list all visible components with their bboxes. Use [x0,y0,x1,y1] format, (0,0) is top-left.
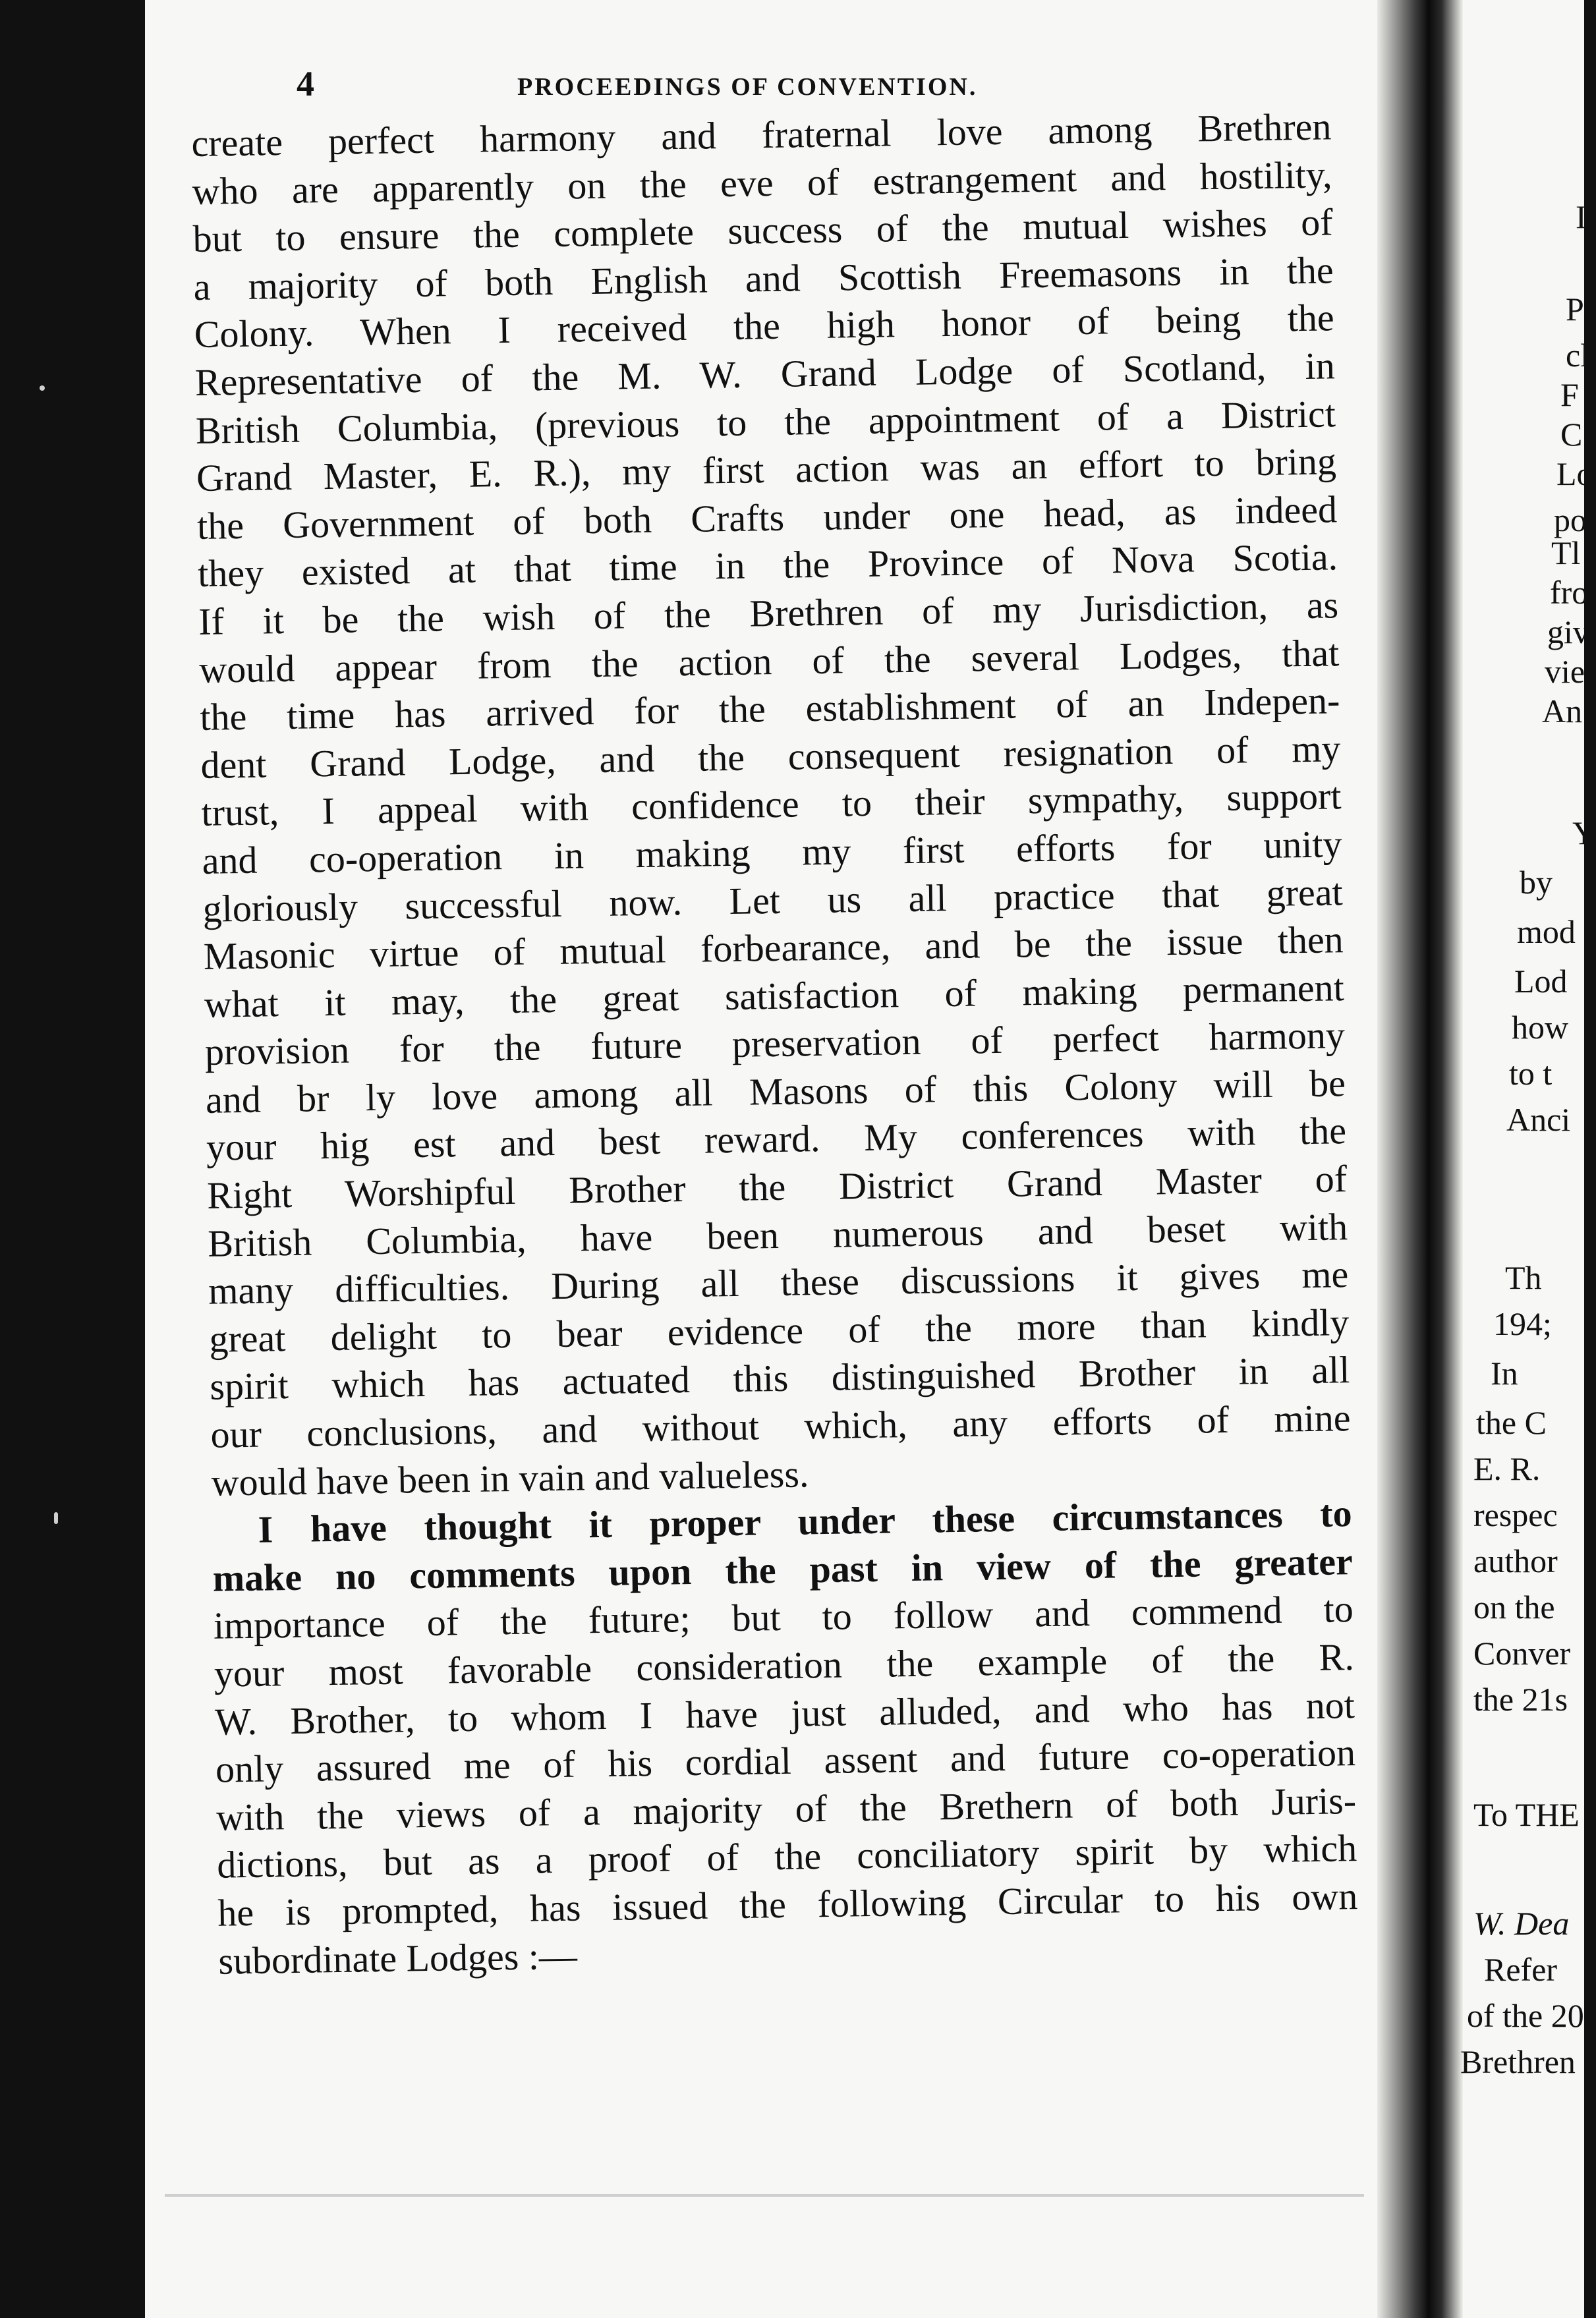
right-fragment: Brethren [1460,2043,1576,2080]
text-line: your most favorable consideration the example of the R. [214,1635,1355,1695]
right-fragment: to t [1509,1055,1553,1092]
right-fragment: giv [1547,613,1589,650]
right-fragment: P [1566,291,1584,327]
right-fragment: Anci [1506,1101,1571,1138]
text-line: a majority of both English and Scottish Freemasons in the [193,248,1334,308]
right-fragment: Lo [1556,455,1593,492]
right-fragment: I [1576,198,1587,235]
text-line: Right Worshipful Brother the District Grand Master of [206,1157,1348,1217]
right-fragment: E. R. [1473,1450,1541,1487]
text-line: importance of the future; but to follow and commend to [213,1587,1354,1648]
right-fragment: C [1560,416,1583,453]
page-number: 4 [297,64,314,103]
right-fragment: W. Dea [1473,1905,1570,1942]
text-line: would have been in vain and valueless. [211,1452,809,1504]
text-line: many difficulties. During all these discussions it gives me [208,1253,1349,1313]
text-line: gloriously successful now. Let us all practice that great [202,870,1344,930]
text-line: what it may, the great satisfaction of making permanent [204,965,1345,1026]
text-line: subordinate Lodges :— [217,1934,578,1983]
right-fragment: mod [1517,913,1576,950]
page-edge-line [165,2194,1364,2197]
text-line: provision for the future preservation of perfect harmony [204,1013,1346,1074]
right-fragment: An [1542,693,1583,729]
text-line: only assured me of his cordial assent and future co-operation [215,1731,1356,1791]
text-line: would appear from the action of the several Lodges, that [198,631,1340,691]
text-line: dent Grand Lodge, and the consequent resignation of my [200,726,1341,787]
text-line: Grand Master, E. R.), my first action was an effort to bring [196,439,1337,500]
text-line: who are apparently on the eve of estrangement and hostility, [192,152,1332,213]
text-line: Masonic virtue of mutual forbearance, and be the issue then [203,918,1344,978]
scan-speck [40,385,45,391]
right-fragment: po [1554,501,1587,538]
text-line: trust, I appeal with confidence to their sympathy, support [201,774,1342,835]
text-line: the time has arrived for the establishment of an Indepen- [199,679,1340,739]
text-line: I have thought it proper under these circumstances to [258,1492,1353,1551]
right-fragment: In [1491,1355,1518,1392]
right-fragment: respec [1473,1496,1558,1533]
book-gutter [1377,0,1463,2318]
scan-speck [54,1512,58,1524]
right-fragment: on the [1473,1589,1555,1625]
right-fragment: fro [1550,574,1589,611]
text-line: W. Brother, to whom I have just alluded, and who has not [214,1683,1355,1743]
right-fragment: of the 20 [1467,1997,1584,2034]
right-fragment: author [1473,1542,1558,1579]
text-line: your hig est and best reward. My conferences with the [206,1109,1347,1170]
right-fragment: the C [1476,1404,1547,1441]
right-fragment: how [1512,1009,1569,1046]
right-fragment: cl [1566,337,1590,374]
text-line: the Government of both Crafts under one head, as indeed [196,488,1338,548]
text-line: he is prompted, has issued the following Circular to his own [217,1875,1358,1935]
right-fragment: Refer [1484,1951,1558,1988]
right-fragment: Tl [1551,534,1581,571]
text-line: but to ensure the complete success of the mutual wishes of [192,200,1333,261]
body-text [191,103,1359,1985]
text-line: spirit which has actuated this distinguished Brother in all [210,1348,1350,1409]
text-line: create perfect harmony and fraternal love among Brethren [191,105,1332,165]
text-line: British Columbia, have been numerous and beset with [207,1204,1348,1265]
text-line: and br ly love among all Masons of this Colony will be [205,1061,1346,1121]
right-fragment: by [1520,864,1553,901]
text-line: Representative of the M. W. Grand Lodge of Scotland, in [194,344,1336,404]
text-line: dictions, but as a proof of the conciliatory spirit by which [216,1826,1357,1887]
right-fragment: Conver [1473,1635,1571,1672]
text-line: British Columbia, (previous to the appointment of a District [195,391,1336,452]
right-fragment: Lod [1514,963,1568,1000]
running-head: PROCEEDINGS OF CONVENTION. [517,73,978,101]
text-line: great delight to bear evidence of the more than kindly [208,1300,1350,1361]
right-fragment: Y [1572,814,1596,851]
text-line: with the views of a majority of the Brethern of both Juris- [215,1778,1357,1839]
right-fragment: the 21s [1473,1681,1568,1718]
scan-margin-left [0,0,145,2318]
right-fragment: Th [1505,1259,1542,1296]
text-line: they existed at that time in the Province of Nova Scotia. [197,535,1338,596]
text-line: If it be the wish of the Brethren of my Jurisdiction, as [198,583,1339,643]
right-fragment: 194; [1493,1305,1552,1342]
text-line: and co-operation in making my first efforts for unity [202,822,1342,882]
text-line: make no comments upon the past in view of the greater [212,1539,1354,1600]
right-fragment: vie [1545,653,1585,690]
right-fragment: F [1560,376,1579,413]
right-fragment: To THE [1473,1796,1580,1833]
text-line: Colony. When I received the high honor of being the [194,296,1335,356]
text-line: our conclusions, and without which, any efforts of mine [210,1396,1351,1456]
